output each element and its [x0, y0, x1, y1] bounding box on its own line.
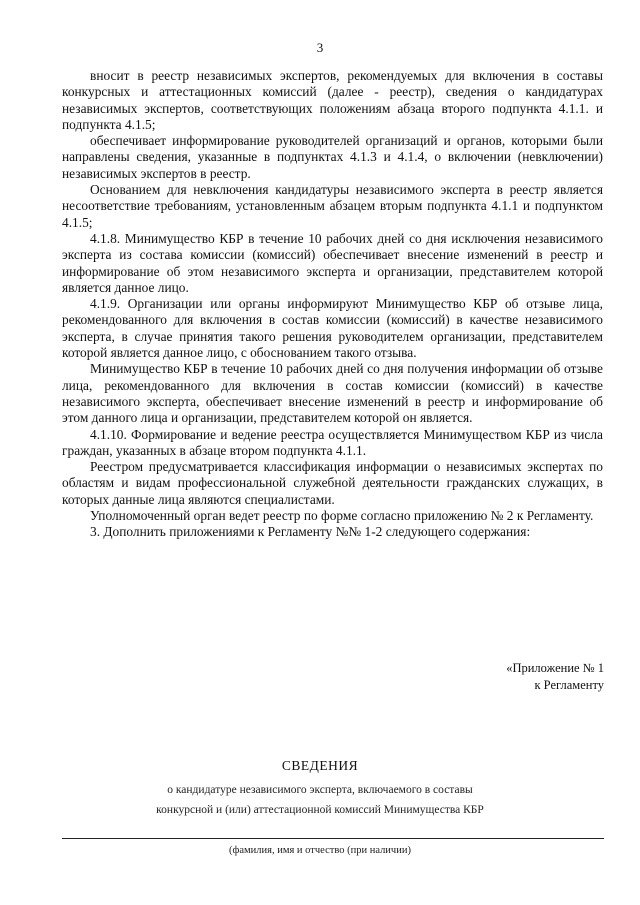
body-text [62, 68, 603, 541]
paragraph: Уполномоченный орган ведет реестр по форме согласно приложению № 2 к Регламенту. [90, 508, 594, 524]
form-subtitle-line: конкурсной и (или) аттестационной комиссий Минимущества КБР [156, 804, 484, 816]
form-title: СВЕДЕНИЯ [281, 758, 359, 773]
form-subtitle-line: о кандидатуре независимого эксперта, включаемого в составы [167, 784, 473, 796]
paragraph: 3. Дополнить приложениями к Регламенту №№ 1-2 следующего содержания: [90, 524, 531, 540]
appendix-heading [380, 660, 604, 694]
paragraph: 4.1.8. Минимущество КБР в течение 10 рабочих дней со дня исключения независимого эксперта из состава комиссии (комиссий) обеспечивает внесение изменений в реестр и информирование об этом независимого эксперта и организации, представителем которой является данное лицо. [62, 230, 603, 295]
name-field-caption: (фамилия, имя и отчество (при наличии) [229, 845, 411, 856]
appendix-number: «Приложение № 1 [506, 661, 604, 675]
form-subtitle [0, 780, 640, 820]
name-fill-line [62, 838, 604, 839]
paragraph: 4.1.10. Формирование и ведение реестра осуществляется Минимуществом КБР из числа граждан, указанных в абзаце втором подпункта 4.1.1. [62, 426, 603, 458]
paragraph: вносит в реестр независимых экспертов, рекомендуемых для включения в составы конкурсных и аттестационных комиссий (далее - реестр), сведения о кандидатурах независимых экспертов, соответствующих положениям абзаца второго подпункта 4.1.1. и подпункта 4.1.5; [62, 68, 603, 132]
paragraph: обеспечивает информирование руководителей организаций и органов, которыми были направлены сведения, указанные в подпунктах 4.1.3 и 4.1.4, о включении (невключении) независимых экспертов в реестр. [62, 133, 603, 181]
paragraph: 4.1.9. Организации или органы информируют Минимущество КБР об отзыве лица, рекомендованного для включения в состав комиссии (комиссий) в качестве независимого эксперта, в случае принятия такого решения руководителем организации, представителем которой является данное лицо, с обоснованием такого отзыва. [62, 296, 603, 361]
paragraph: Минимущество КБР в течение 10 рабочих дней со дня получения информации об отзыве лица, рекомендованного для включения в состав комиссии (комиссий) в качестве независимого эксперта, обеспечивает внесение изменений в реестр и информирование об этом данного лица и организации, представителем которой он является. [62, 361, 603, 426]
page-number: 3 [316, 40, 324, 55]
appendix-reference: к Регламенту [534, 678, 604, 692]
paragraph: Реестром предусматривается классификация информации о независимых экспертах по областям и видам профессиональной служебной деятельности гражданских служащих, в которых данные лица являются специалистами. [62, 459, 603, 507]
paragraph: Основанием для невключения кандидатуры независимого эксперта в реестр является несоответствие требованиям, установленным абзацем вторым подпункта 4.1.1 и подпунктом 4.1.5; [62, 182, 603, 230]
